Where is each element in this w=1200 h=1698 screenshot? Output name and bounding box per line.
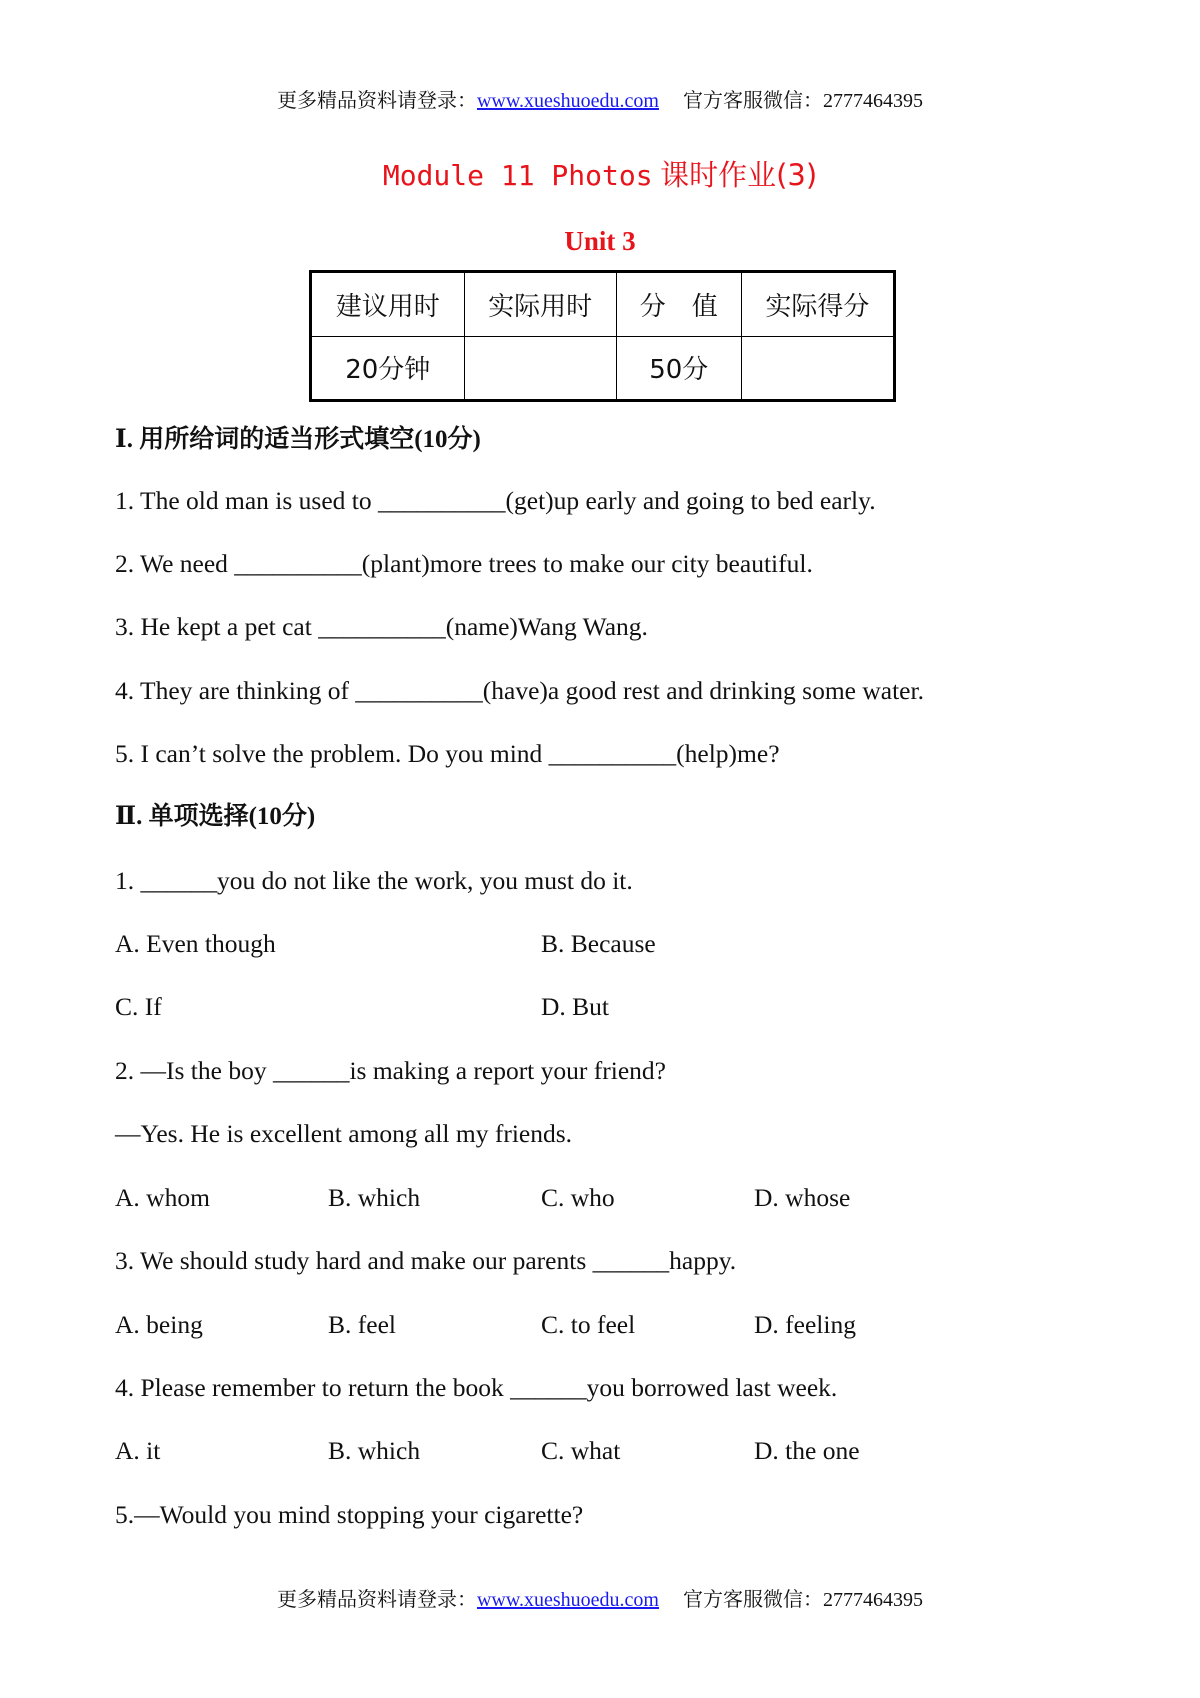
header-link[interactable]: www.xueshuoedu.com [476,90,659,112]
question-1-stem: 1. ______you do not like the work, you must do it. [115,866,633,895]
question-2-option-a: A. whom [115,1183,210,1212]
value-suggested-time: 20分钟 [311,336,465,401]
section1-item-1: 1. The old man is used to __________(get)up early and going to bed early. [115,486,876,515]
title-cn: 课时作业(3) [660,158,818,192]
question-1-option-c: C. If [115,992,162,1021]
header-actual-score: 实际得分 [741,272,894,337]
question-4-option-c: C. what [541,1436,621,1465]
section2-heading: Ⅱ. 单项选择(10分) [115,803,316,830]
question-2-option-c: C. who [541,1183,615,1212]
question-3-stem: 3. We should study hard and make our parents ______happy. [115,1246,737,1275]
question-2-option-b: B. which [328,1183,421,1212]
value-score: 50分 [616,336,741,401]
section1-item-3: 3. He kept a pet cat __________(name)Wang Wang. [115,612,648,641]
footer-service: 官方客服微信：2777464395 [683,1589,923,1611]
header-suggested-time: 建议用时 [311,272,465,337]
page-footer [0,1587,1200,1613]
page-header [0,88,1200,114]
section1-heading: Ⅰ. 用所给词的适当形式填空(10分) [115,426,481,453]
question-4-stem: 4. Please remember to return the book ______you borrowed last week. [115,1373,838,1402]
question-3-option-b: B. feel [328,1310,396,1339]
question-2-option-d: D. whose [754,1183,851,1212]
section1-item-4: 4. They are thinking of __________(have)a good rest and drinking some water. [115,676,924,705]
question-1-option-d: D. But [541,992,610,1021]
header-score-value: 分 值 [616,272,741,337]
section1-item-2: 2. We need __________(plant)more trees to make our city beautiful. [115,549,813,578]
value-actual-time[interactable] [464,336,616,401]
question-4-option-b: B. which [328,1436,421,1465]
footer-link[interactable]: www.xueshuoedu.com [476,1589,659,1611]
value-actual-score[interactable] [741,336,894,401]
question-3-option-a: A. being [115,1310,203,1339]
header-actual-time: 实际用时 [464,272,616,337]
score-table-value-row [311,336,895,401]
question-4-option-d: D. the one [754,1436,860,1465]
header-service: 官方客服微信：2777464395 [683,90,923,112]
question-2-stem-reply: —Yes. He is excellent among all my friends. [115,1119,573,1148]
score-table [309,270,896,402]
question-5-stem: 5.—Would you mind stopping your cigarette? [115,1500,584,1529]
footer-prefix: 更多精品资料请登录： [276,1589,477,1611]
question-3-option-d: D. feeling [754,1310,856,1339]
question-4-option-a: A. it [115,1436,161,1465]
title-module: Module 11 Photos [382,159,653,192]
question-2-stem: 2. —Is the boy ______is making a report your friend? [115,1056,666,1085]
page-title [0,155,1200,196]
score-table-header-row [311,272,895,337]
page-subtitle: Unit 3 [564,226,636,256]
header-prefix: 更多精品资料请登录： [276,90,477,112]
question-1-option-b: B. Because [541,929,656,958]
section1-item-5: 5. I can’t solve the problem. Do you mind __________(help)me? [115,739,780,768]
question-1-option-a: A. Even though [115,929,276,958]
question-3-option-c: C. to feel [541,1310,636,1339]
